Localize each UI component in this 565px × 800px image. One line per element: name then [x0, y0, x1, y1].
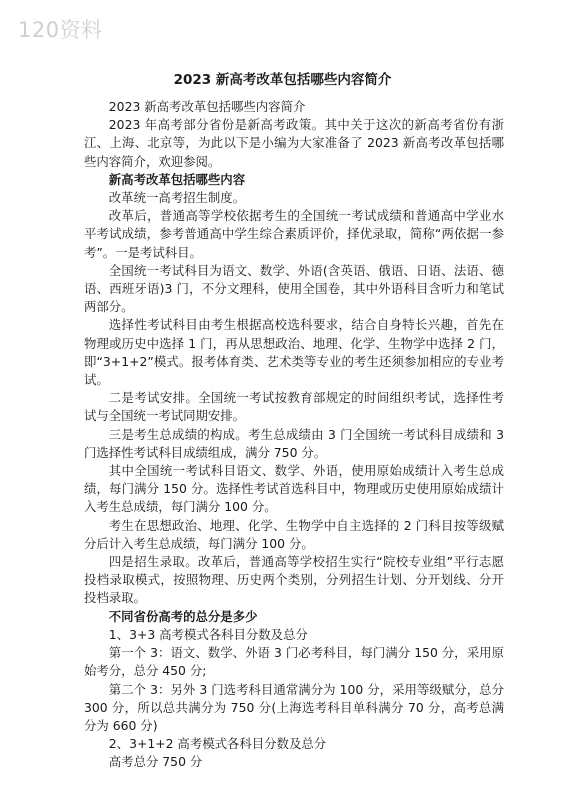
paragraph: 改革后，普通高等学校依据考生的全国统一考试成绩和普通高中学业水平考试成绩，参考普通高中学生综合素质评价，择优录取，简称“两依据一参考”。一是考试科目。 [84, 208, 504, 260]
paragraph: 2023 年高考部分省份是新高考政策。其中关于这次的新高考省份有浙江、上海、北京等，为此以下是小编为大家准备了 2023 新高考改革包括哪些内容简介，欢迎参阅。 [84, 117, 504, 169]
paragraph: 选择性考试科目由考生根据高校选科要求，结合自身特长兴趣，首先在物理或历史中选择 1 门，再从思想政治、地理、化学、生物学中选择 2 门，即“3+1+2”模式。报考体育类、艺术类等专业的考生还须参加相应的专业考试。 [84, 317, 504, 388]
paragraph: 2、3+1+2 高考模式各科目分数及总分 [108, 736, 327, 752]
paragraph: 二是考试安排。全国统一考试按教育部规定的时间组织考试，选择性考试与全国统一考试同期安排。 [84, 390, 504, 424]
paragraph: 第一个 3：语文、数学、外语 3 门必考科目，每门满分 150 分，采用原始考分，总分 450 分; [84, 645, 504, 679]
document-title: 2023 新高考改革包括哪些内容简介 [173, 72, 392, 88]
paragraph: 1、3+3 高考模式各科目分数及总分 [108, 626, 308, 642]
paragraph: 改革统一高考招生制度。 [108, 190, 246, 206]
paragraph: 2023 新高考改革包括哪些内容简介 [108, 99, 306, 114]
document-body [84, 98, 504, 772]
section-heading: 不同省份高考的总分是多少 [108, 608, 258, 624]
paragraph: 第二个 3：另外 3 门选考科目通常满分为 100 分，采用等级赋分，总分 300 分，所以总共满分为 750 分(上海选考科目单科满分 70 分，高考总满分为 660 分) [84, 681, 504, 733]
watermark: 120资料 [18, 18, 103, 42]
paragraph: 其中全国统一考试科目语文、数学、外语，使用原始成绩计入考生总成绩，每门满分 150 分。选择性考试首选科目中，物理或历史使用原始成绩计入考生总成绩，每门满分 100 分。 [84, 463, 504, 515]
paragraph: 全国统一考试科目为语文、数学、外语(含英语、俄语、日语、法语、德语、西班牙语)3 门，不分文理科，使用全国卷，其中外语科目含听力和笔试两部分。 [84, 262, 504, 315]
paragraph: 四是招生录取。改革后，普通高等学校招生实行“院校专业组”平行志愿投档录取模式，按照物理、历史两个类别，分列招生计划、分开划线、分开投档录取。 [84, 554, 504, 606]
paragraph: 考生在思想政治、地理、化学、生物学中自主选择的 2 门科目按等级赋分后计入考生总成绩，每门满分 100 分。 [84, 517, 504, 551]
paragraph: 三是考生总成绩的构成。考生总成绩由 3 门全国统一考试科目成绩和 3 门选择性考试科目成绩组成，满分 750 分。 [84, 426, 504, 460]
paragraph: 高考总分 750 分 [108, 754, 203, 770]
section-heading: 新高考改革包括哪些内容 [108, 171, 246, 187]
